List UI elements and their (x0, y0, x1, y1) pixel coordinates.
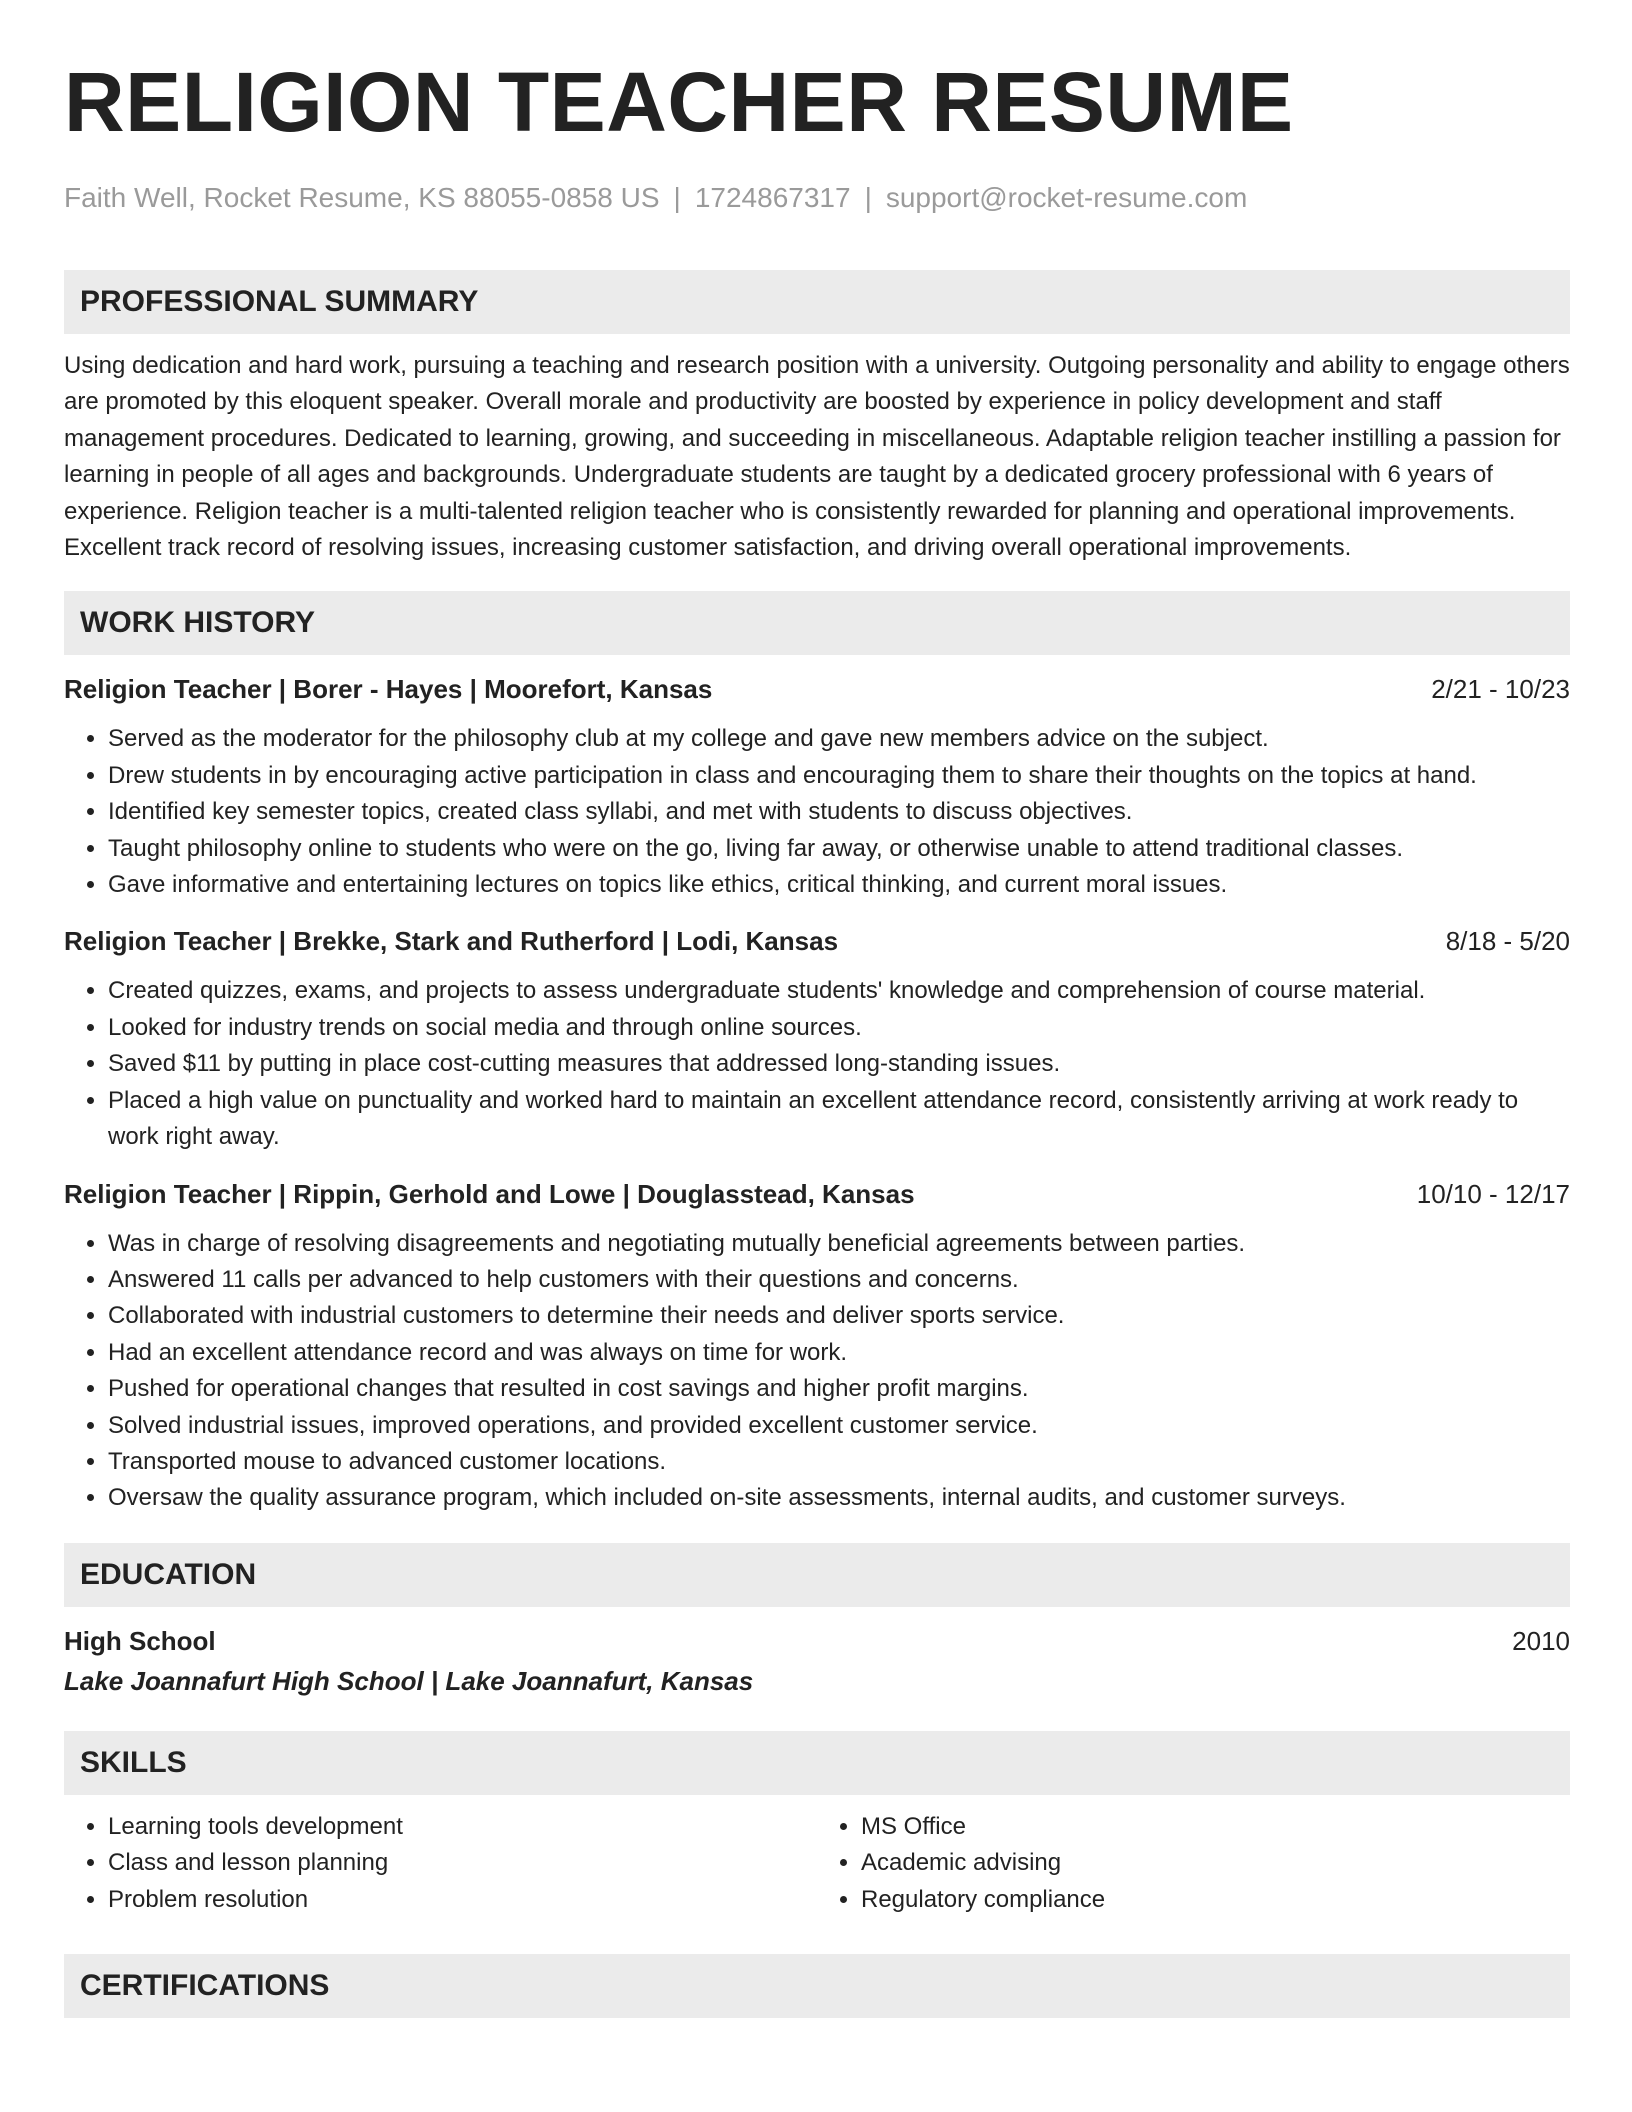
section-header-education (64, 1543, 1570, 1607)
education-year: 2010 (1512, 1625, 1570, 1656)
list-item: • Transported mouse to advanced customer locations. (108, 1444, 1570, 1480)
list-item: • Served as the moderator for the philosophy club at my college and gave new members advice on the subject. (108, 721, 1570, 757)
contact-separator: | (673, 182, 681, 213)
list-item: • Drew students in by encouraging active participation in class and encouraging them to share their thoughts on the topics at hand. (108, 758, 1570, 794)
section-header-certifications (64, 1954, 1570, 2018)
job-header (64, 1176, 1570, 1212)
education-entry (64, 1623, 1570, 1699)
job-title: Religion Teacher | Borer - Hayes | Moorefort, Kansas (64, 674, 713, 705)
job-dates: 10/10 - 12/17 (1416, 1178, 1570, 1209)
section-title: WORK HISTORY (80, 606, 316, 640)
education-degree: High School (64, 1625, 216, 1656)
list-item: • Gave informative and entertaining lectures on topics like ethics, critical thinking, and current moral issues. (108, 867, 1570, 903)
section-header-work-history (64, 591, 1570, 655)
job-bullets (64, 973, 1570, 1155)
job-dates: 8/18 - 5/20 (1445, 926, 1570, 957)
job-title: Religion Teacher | Brekke, Stark and Rutherford | Lodi, Kansas (64, 926, 839, 957)
list-item: • Looked for industry trends on social media and through online sources. (108, 1010, 1570, 1046)
contact-email: support@rocket-resume.com (885, 182, 1248, 213)
section-title: EDUCATION (80, 1557, 257, 1591)
skill-item: • Academic advising (861, 1845, 1570, 1881)
skills-column-left (64, 1809, 817, 1918)
contact-phone: 1724867317 (694, 182, 851, 213)
section-title: CERTIFICATIONS (80, 1968, 330, 2002)
education-school: Lake Joannafurt High School | Lake Joannafurt, Kansas (64, 1665, 754, 1696)
skill-item: • Learning tools development (108, 1809, 817, 1845)
contact-line (64, 182, 1570, 214)
job-title: Religion Teacher | Rippin, Gerhold and Lowe | Douglasstead, Kansas (64, 1178, 915, 1209)
section-header-skills (64, 1731, 1570, 1795)
list-item: • Answered 11 calls per advanced to help customers with their questions and concerns. (108, 1262, 1570, 1298)
list-item: • Had an excellent attendance record and was always on time for work. (108, 1335, 1570, 1371)
list-item: • Solved industrial issues, improved operations, and provided excellent customer service. (108, 1408, 1570, 1444)
resume-page (64, 55, 1570, 2018)
list-item: • Was in charge of resolving disagreements and negotiating mutually beneficial agreements between parties. (108, 1226, 1570, 1262)
contact-address: Faith Well, Rocket Resume, KS 88055-0858 US (64, 182, 660, 213)
skill-item: • Problem resolution (108, 1882, 817, 1918)
job-dates: 2/21 - 10/23 (1431, 674, 1570, 705)
resume-title: RELIGION TEACHER RESUME (64, 55, 1294, 149)
section-header-summary (64, 270, 1570, 334)
skill-item: • Regulatory compliance (861, 1882, 1570, 1918)
skill-item: • Class and lesson planning (108, 1845, 817, 1881)
job-header (64, 671, 1570, 707)
list-item: • Identified key semester topics, created class syllabi, and met with students to discuss objectives. (108, 794, 1570, 830)
skills-column-right (817, 1809, 1570, 1918)
skills-list (64, 1809, 1570, 1918)
list-item: • Pushed for operational changes that resulted in cost savings and higher profit margins. (108, 1371, 1570, 1407)
list-item: • Saved $11 by putting in place cost-cutting measures that addressed long-standing issues. (108, 1046, 1570, 1082)
contact-separator: | (864, 182, 872, 213)
list-item: • Oversaw the quality assurance program, which included on-site assessments, internal audits, and customer surveys. (108, 1480, 1570, 1516)
education-header (64, 1623, 1570, 1659)
summary-text: Using dedication and hard work, pursuing a teaching and research position with a university. Outgoing personality and ability to engage others are promoted by this eloquent speaker. Overall morale and productivity are boosted by experience in policy development and staff management procedures. Dedicated to learning, growing, and succeeding in miscellaneous. Adaptable religion teacher instilling a passion for learning in people of all ages and backgrounds. Undergraduate students are taught by a dedicated grocery professional with 6 years of experience. Religion teacher is a multi-talented religion teacher who is consistently rewarded for planning and operational improvements. Excellent track record of resolving issues, increasing customer satisfaction, and driving overall operational improvements. (64, 352, 1570, 562)
job-entry (64, 923, 1570, 1155)
list-item: • Placed a high value on punctuality and worked hard to maintain an excellent attendance record, consistently arriving at work ready to work right away. (108, 1083, 1570, 1156)
list-item: • Taught philosophy online to students who were on the go, living far away, or otherwise unable to attend traditional classes. (108, 831, 1570, 867)
job-entry (64, 1176, 1570, 1517)
job-header (64, 923, 1570, 959)
job-entry (64, 671, 1570, 903)
job-bullets (64, 1226, 1570, 1517)
job-bullets (64, 721, 1570, 903)
list-item: • Collaborated with industrial customers to determine their needs and deliver sports service. (108, 1298, 1570, 1334)
skill-item: • MS Office (861, 1809, 1570, 1845)
section-title: SKILLS (80, 1745, 187, 1779)
list-item: • Created quizzes, exams, and projects to assess undergraduate students' knowledge and comprehension of course material. (108, 973, 1570, 1009)
section-title: PROFESSIONAL SUMMARY (80, 285, 479, 318)
